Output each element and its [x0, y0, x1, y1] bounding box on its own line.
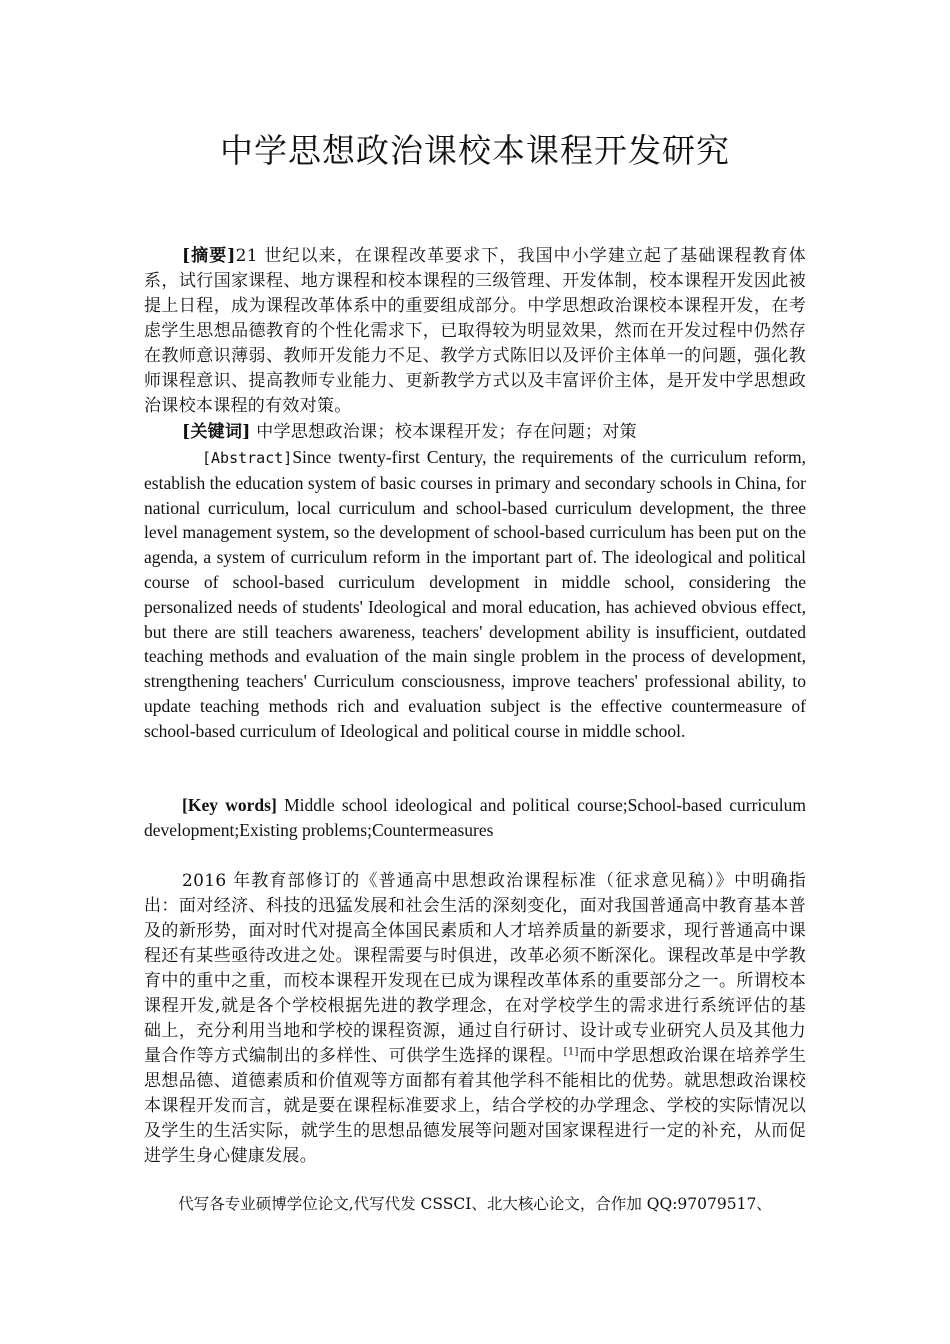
- footer-advert: 代写各专业硕博学位论文,代写代发 CSSCI、北大核心论文，合作加 QQ:97079517、: [178, 1195, 772, 1213]
- paper-title: 中学思想政治课校本课程开发研究: [220, 131, 730, 170]
- keywords-en: [144, 793, 806, 843]
- abstract-cn: [144, 244, 806, 419]
- keywords-en-tag: [Key words]: [182, 795, 277, 815]
- keywords-en-text: Middle school ideological and political course;School-based curriculum development;Existing problems;Countermeasures: [144, 795, 807, 840]
- abstract-en-tag: [Abstract]: [202, 449, 293, 467]
- abstract-cn-tag: [摘要]: [182, 246, 236, 266]
- abstract-en-text: Since twenty-first Century, the requirements of the curriculum reform, establish the education system of basic courses in primary and secondary schools in China, for national curriculum, local curriculum and school-based curriculum development, the three level management system, so the development of school-based curriculum has been put on the agenda, a system of curriculum reform in the important part of. The ideological and political course of school-based curriculum development in middle school, considering the personalized needs of students' Ideological and moral education, has achieved obvious effect, but there are still teachers awareness, teachers' development ability is insufficient, outdated teaching methods and evaluation of the main single problem in the process of development, strengthening teachers' Curriculum consciousness, improve teachers' professional ability, to update teaching methods rich and evaluation subject is the effective countermeasure of school-based curriculum of Ideological and political course in middle school.: [144, 447, 806, 741]
- citation-marker: [1]: [563, 1046, 579, 1058]
- body-text-part2: 而中学思想政治课在培养学生思想品德、道德素质和价值观等方面都有着其他学科不能相比的优势。就思想政治课校本课程开发而言，就是要在课程标准要求上，结合学校的办学理念、学校的实际情况以及学生的生活实际，就学生的思想品德发展等问题对国家课程进行一定的补充，从而促进学生身心健康发展。: [144, 1046, 806, 1166]
- keywords-cn: [144, 420, 806, 445]
- keywords-cn-tag: [关键词]: [182, 422, 251, 442]
- abstract-cn-text: 21 世纪以来，在课程改革要求下，我国中小学建立起了基础课程教育体系，试行国家课程、地方课程和校本课程的三级管理、开发体制，校本课程开发因此被提上日程，成为课程改革体系中的重要组成部分。中学思想政治课校本课程开发，在考虑学生思想品德教育的个性化需求下，已取得较为明显效果，然而在开发过程中仍然存在教师意识薄弱、教师开发能力不足、教学方式陈旧以及评价主体单一的问题，强化教师课程意识、提高教师专业能力、更新教学方式以及丰富评价主体，是开发中学思想政治课校本课程的有效对策。: [144, 246, 806, 416]
- abstract-en: [144, 445, 806, 744]
- body-paragraph: [144, 869, 806, 1169]
- keywords-cn-text: 中学思想政治课；校本课程开发；存在问题；对策: [250, 422, 637, 442]
- body-text-part1: 2016 年教育部修订的《普通高中思想政治课程标准（征求意见稿）》中明确指出：面对经济、科技的迅猛发展和社会生活的深刻变化，面对我国普通高中教育基本普及的新形势，面对时代对提高全体国民素质和人才培养质量的新要求，现行普通高中课程还有某些亟待改进之处。课程需要与时俱进，改革必须不断深化。课程改革是中学教育中的重中之重，而校本课程开发现在已成为课程改革体系的重要部分之一。所谓校本课程开发,就是各个学校根据先进的教学理念，在对学校学生的需求进行系统评估的基础上，充分利用当地和学校的课程资源，通过自行研讨、设计或专业研究人员及其他力量合作等方式编制出的多样性、可供学生选择的课程。: [144, 871, 806, 1066]
